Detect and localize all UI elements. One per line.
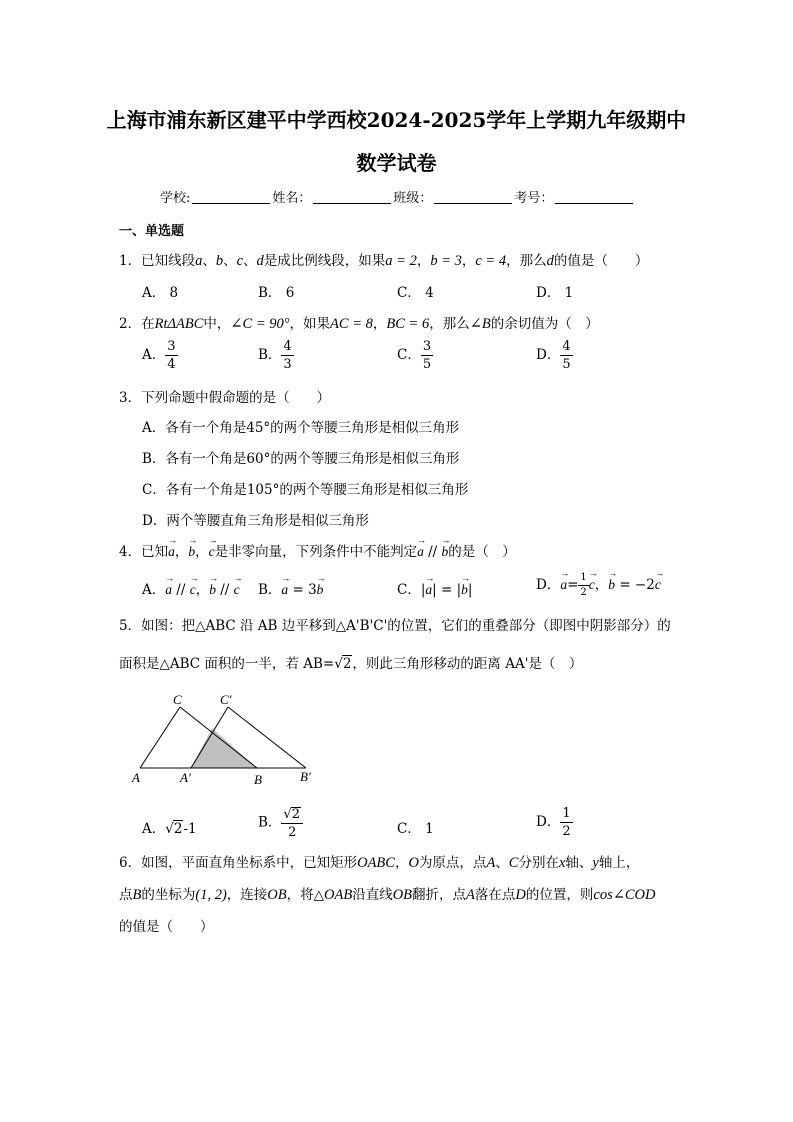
q5-option-d[interactable]: D． $\frac{1}{2}$ (536, 806, 571, 839)
question-2-stem: 2．在RtΔABC中，∠C = 90°，如果AC = 8，BC = 6，那么∠B的余切值为（ ） (119, 316, 599, 332)
q4-option-d[interactable]: D．→ a= $\frac{1}{2}$ → c，→ b = −2→ c (536, 573, 661, 598)
question-1-stem: 1．已知线段a、b、c、d是成比例线段，如果a = 2，b = 3，c = 4，那么d的值是（ ） (119, 253, 649, 269)
q3-option-a[interactable]: A．各有一个角是45°的两个等腰三角形是相似三角形 (142, 420, 460, 436)
question-5-line2: 面积是△ABC 面积的一半，若 AB=√2，则此三角形移动的距离 AA'是（ ） (119, 656, 583, 672)
label-a: A (132, 770, 140, 785)
q3-option-d[interactable]: D．两个等腰直角三角形是相似三角形 (142, 513, 369, 529)
side-ac (140, 707, 180, 768)
name-blank[interactable] (313, 191, 391, 204)
q1-option-a[interactable]: A． 8 (142, 285, 179, 301)
exam-title-line2: 数学试卷 (356, 151, 437, 175)
q2-option-b[interactable]: B． $\frac{4}{3}$ (258, 339, 292, 372)
question-3-stem: 3．下列命题中假命题的是（ ） (119, 390, 331, 406)
overlap-shaded-region (191, 728, 257, 768)
q4-option-b[interactable]: B．→ a = 3→ b (258, 578, 323, 598)
section-heading: 一、单选题 (119, 224, 185, 239)
question-4-stem: 4．已知→ a，→ b，→ c是非零向量，下列条件中不能判定→ a // → b的是（ ） (119, 540, 516, 560)
q3-option-b[interactable]: B．各有一个角是60°的两个等腰三角形是相似三角形 (142, 451, 460, 467)
q1-option-c[interactable]: C． 4 (397, 285, 434, 301)
q5-option-a[interactable]: A．√2-1 (142, 821, 197, 837)
q1-option-b[interactable]: B． 6 (258, 285, 295, 301)
name-label: 姓名： (272, 191, 312, 206)
label-b: B (254, 772, 262, 787)
student-info-row (160, 187, 635, 206)
q5-translation-figure (128, 690, 328, 790)
school-label: 学校: (160, 191, 191, 206)
q1-option-d[interactable]: D． 1 (536, 285, 574, 301)
question-6-line2: 点B的坐标为(1, 2)，连接OB，将△OAB沿直线OB翻折，点A落在点D的位置，则cos∠COD (119, 887, 656, 903)
label-c-prime: C′ (220, 692, 232, 707)
label-a-prime: A′ (180, 770, 191, 785)
question-6-line3: 的值是（ ） (119, 919, 214, 935)
q4-option-a[interactable]: A．→ a // → c，→ b // → c (142, 578, 240, 598)
school-blank[interactable] (192, 191, 270, 204)
label-b-prime: B′ (300, 769, 311, 784)
class-label: 班级： (393, 191, 433, 206)
class-blank[interactable] (434, 191, 512, 204)
question-5-line1: 5．如图：把△ABC 沿 AB 边平移到△A'B'C'的位置，它们的重叠部分（即图中阴影部分）的 (119, 618, 671, 634)
q5-option-b[interactable]: B． $\frac{√2}{2}$ (258, 807, 303, 839)
q5-option-c[interactable]: C． 1 (397, 821, 434, 837)
number-label: 考号： (514, 191, 554, 206)
q2-option-a[interactable]: A． $\frac{3}{4}$ (142, 339, 176, 372)
exam-title-line1: 上海市浦东新区建平中学西校2024-2025学年上学期九年级期中 (106, 108, 687, 132)
number-blank[interactable] (555, 191, 633, 204)
q2-option-d[interactable]: D． $\frac{4}{5}$ (536, 339, 571, 372)
label-c: C (173, 692, 182, 707)
q2-option-c[interactable]: C． $\frac{3}{5}$ (397, 339, 432, 372)
q3-option-c[interactable]: C．各有一个角是105°的两个等腰三角形是相似三角形 (142, 482, 469, 498)
q4-option-c[interactable]: C．|→ a| = |→ b| (397, 578, 472, 598)
question-6-line1: 6．如图，平面直角坐标系中，已知矩形OABC，O为原点，点A、C分别在x轴、y轴上， (119, 855, 640, 871)
